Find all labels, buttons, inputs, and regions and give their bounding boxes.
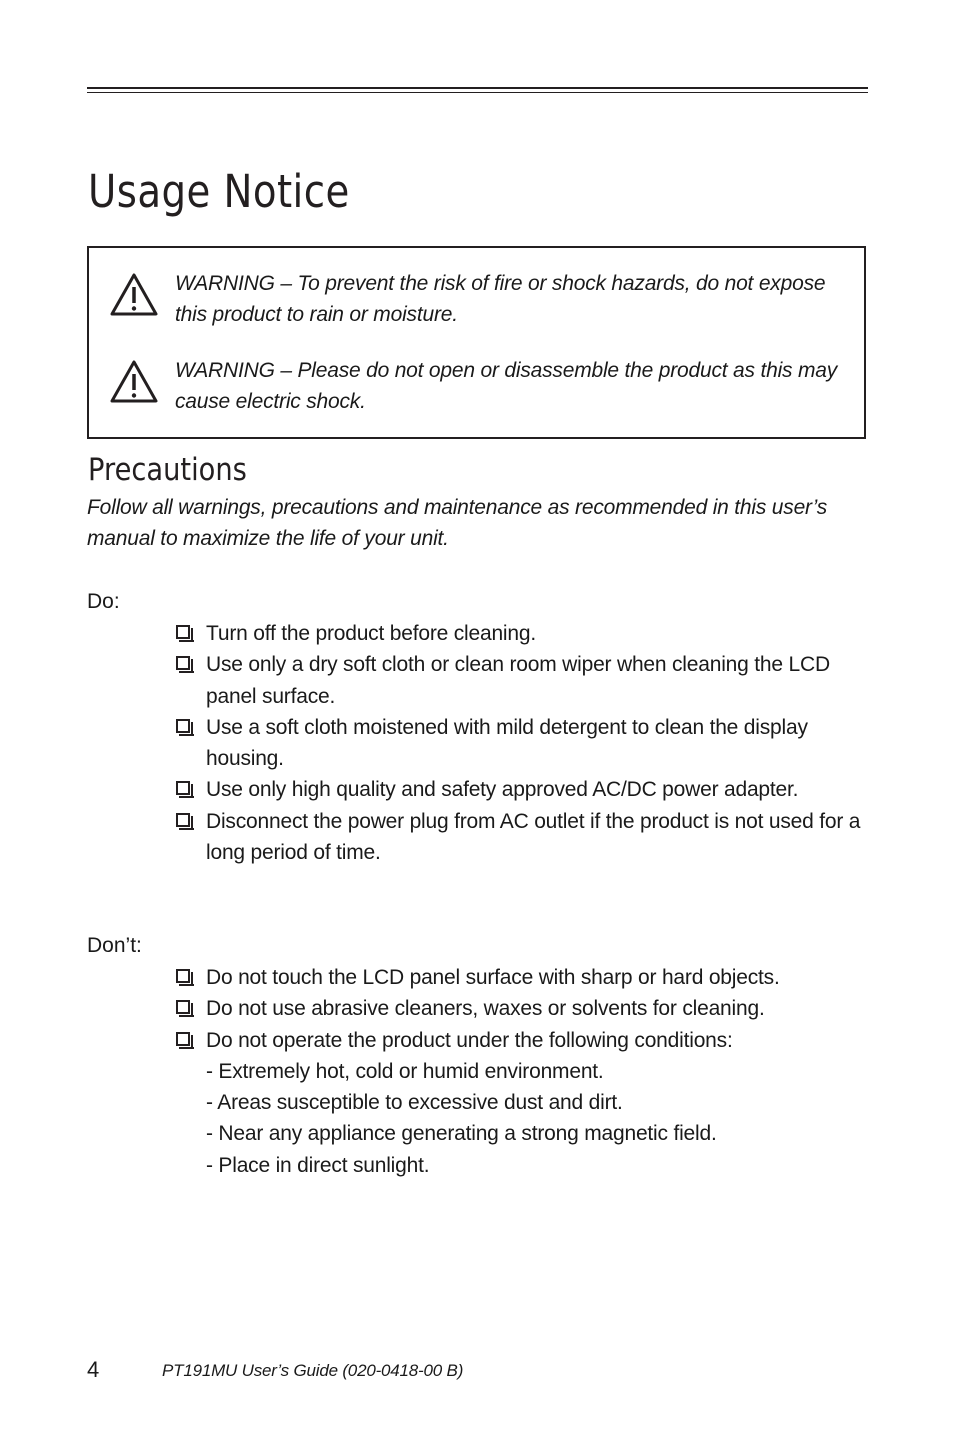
do-item-text: Use a soft cloth moistened with mild detergent to clean the display housing.	[206, 715, 808, 771]
dont-list-item	[175, 1025, 875, 1181]
do-item-text: Use only a dry soft cloth or clean room wiper when cleaning the LCD panel surface.	[206, 653, 830, 708]
precautions-intro: Follow all warnings, precautions and maintenance as recommended in this user’s manual to maximize the life of your unit.	[87, 496, 828, 550]
checkbox-bullet-icon	[176, 1000, 190, 1014]
warning-item	[89, 355, 864, 425]
warning-triangle-icon	[109, 359, 159, 405]
dont-list-item	[175, 993, 875, 1024]
do-list-item	[175, 774, 875, 805]
do-list	[175, 618, 875, 868]
do-item-text: Disconnect the power plug from AC outlet if the product is not used for a long period of time.	[206, 809, 861, 865]
dont-list-item	[175, 962, 875, 993]
header-rule-bottom	[87, 92, 868, 93]
do-list-item	[175, 618, 875, 649]
checkbox-bullet-icon	[176, 1032, 190, 1046]
do-item-text: Use only high quality and safety approved AC/DC power adapter.	[206, 778, 799, 802]
checkbox-bullet-icon	[176, 813, 190, 827]
checkbox-bullet-icon	[176, 625, 190, 639]
warning-box	[87, 246, 866, 439]
header-rule-top	[87, 87, 868, 89]
warning-text: WARNING – To prevent the risk of fire or shock hazards, do not expose this product to rain or moisture.	[175, 272, 826, 326]
condition-item: - Extremely hot, cold or humid environment.	[206, 1059, 604, 1083]
dont-item-text: Do not use abrasive cleaners, waxes or solvents for cleaning.	[206, 997, 765, 1021]
page-title: Usage Notice	[88, 165, 350, 218]
condition-item: - Near any appliance generating a strong magnetic field.	[206, 1122, 717, 1146]
do-list-item	[175, 649, 875, 712]
checkbox-bullet-icon	[176, 719, 190, 733]
page-number: 4	[87, 1357, 100, 1382]
do-label: Do:	[87, 590, 120, 613]
do-list-item	[175, 806, 875, 869]
checkbox-bullet-icon	[176, 969, 190, 983]
guide-reference: PT191MU User’s Guide (020-0418-00 B)	[162, 1361, 464, 1380]
checkbox-bullet-icon	[176, 781, 190, 795]
warning-triangle-icon	[109, 272, 159, 318]
dont-item-text: Do not touch the LCD panel surface with sharp or hard objects.	[206, 966, 780, 989]
warning-text: WARNING – Please do not open or disassemble the product as this may cause electric shock.	[175, 359, 838, 413]
dont-item-text: Do not operate the product under the following conditions:	[206, 1028, 733, 1052]
condition-item: - Areas susceptible to excessive dust and dirt.	[206, 1091, 623, 1115]
warning-item	[89, 268, 864, 338]
checkbox-bullet-icon	[176, 656, 190, 670]
precautions-heading: Precautions	[88, 452, 247, 488]
dont-list	[175, 962, 875, 1181]
do-item-text: Turn off the product before cleaning.	[206, 622, 536, 645]
condition-item: - Place in direct sunlight.	[206, 1153, 430, 1177]
do-list-item	[175, 712, 875, 775]
dont-label: Don’t:	[87, 934, 142, 957]
